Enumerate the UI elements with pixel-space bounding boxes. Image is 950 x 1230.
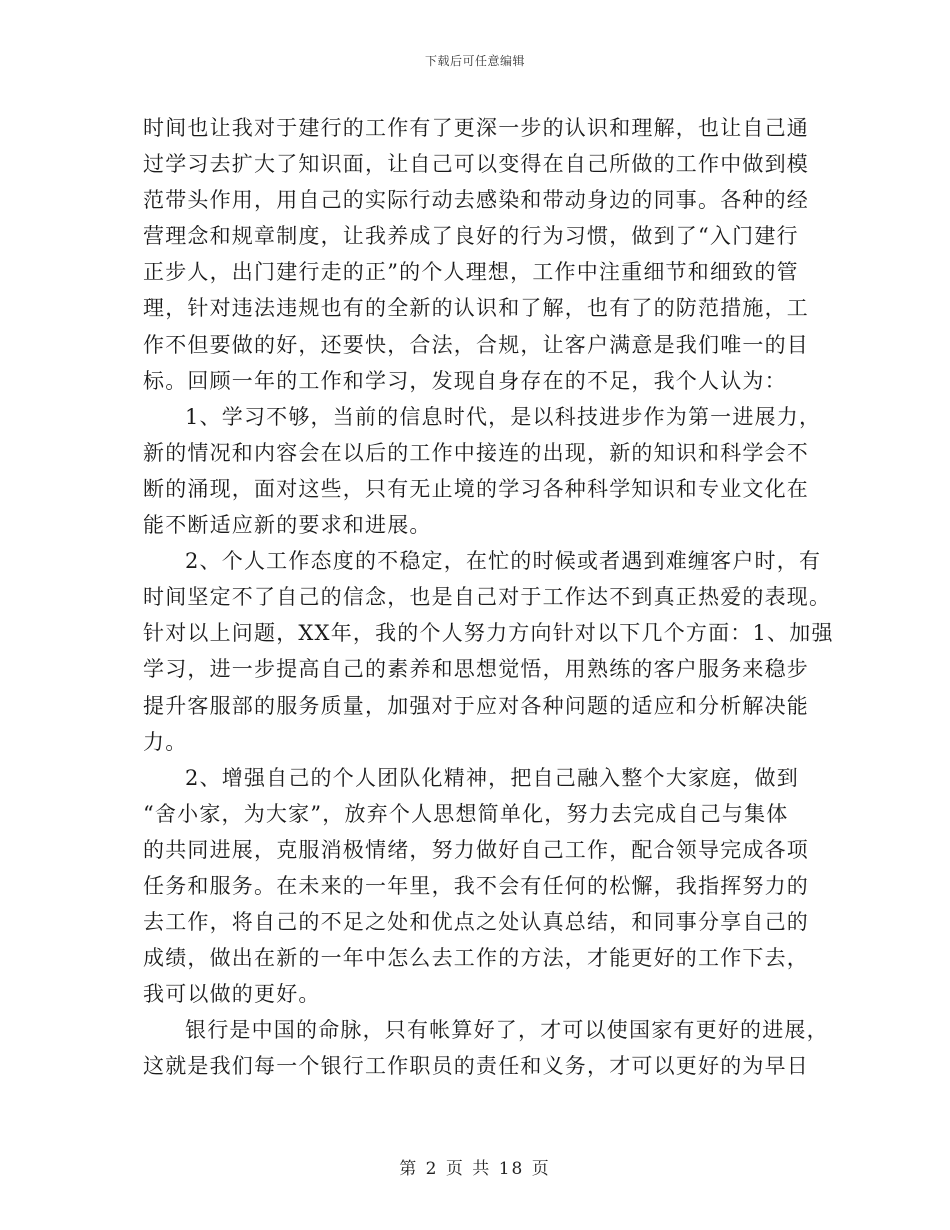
page-header: 下载后可任意编辑 bbox=[424, 54, 525, 68]
paragraph-start-line: 2、个人工作态度的不稳定，在忙的时候或者遇到难缠客户时，有 bbox=[185, 549, 822, 574]
text-line: 新的情况和内容会在以后的工作中接连的出现，新的知识和科学会不 bbox=[143, 440, 809, 465]
text-line: 我可以做的更好。 bbox=[143, 982, 321, 1007]
document-body bbox=[143, 110, 834, 1085]
text-line: “舍小家，为大家”，放弃个人思想简单化，努力去完成自己与集体 bbox=[143, 801, 789, 826]
text-line: 任务和服务。在未来的一年里，我不会有任何的松懈，我指挥努力的 bbox=[143, 873, 809, 898]
text-line: 时间也让我对于建行的工作有了更深一步的认识和理解，也让自己通 bbox=[143, 116, 809, 140]
text-line: 能不断适应新的要求和进展。 bbox=[143, 513, 432, 538]
text-line: 过学习去扩大了知识面，让自己可以变得在自己所做的工作中做到模 bbox=[143, 152, 809, 177]
text-line: 成绩，做出在新的一年中怎么去工作的方法，才能更好的工作下去， bbox=[143, 946, 809, 971]
paragraph-start-line: 1、学习不够，当前的信息时代，是以科技进步作为第一进展力， bbox=[185, 404, 822, 429]
text-line: 学习，进一步提高自己的素养和思想觉悟，用熟练的客户服务来稳步 bbox=[143, 657, 809, 682]
text-line: 正步人，出门建行走的正”的个人理想，工作中注重细节和细致的管 bbox=[143, 260, 799, 285]
text-line: 提升客服部的服务质量，加强对于应对各种问题的适应和分析解决能 bbox=[143, 693, 809, 718]
text-line: 力。 bbox=[143, 729, 188, 754]
paragraph-start-line: 银行是中国的命脉，只有帐算好了，才可以使国家有更好的进展， bbox=[185, 1018, 829, 1043]
text-line: 时间坚定不了自己的信念，也是自己对于工作达不到真正热爱的表现。 bbox=[143, 585, 832, 610]
text-line: 断的涌现，面对这些，只有无止境的学习各种科学知识和专业文化在 bbox=[143, 476, 809, 501]
text-line: 标。回顾一年的工作和学习，发现自身存在的不足，我个人认为： bbox=[143, 368, 787, 393]
text-line: 作不但要做的好，还要快，合法，合规，让客户满意是我们唯一的目 bbox=[143, 332, 809, 357]
text-line: 针对以上问题，XX年，我的个人努力方向针对以下几个方面：1、加强 bbox=[143, 621, 834, 646]
text-line: 这就是我们每一个银行工作职员的责任和义务，才可以更好的为早日 bbox=[143, 1054, 809, 1079]
paragraph-start-line: 2、增强自己的个人团队化精神，把自己融入整个大家庭，做到 bbox=[185, 765, 799, 790]
text-line: 营理念和规章制度，让我养成了良好的行为习惯，做到了“入门建行 bbox=[143, 224, 799, 249]
text-line: 理，针对违法违规也有的全新的认识和了解，也有了的防范措施，工 bbox=[143, 296, 809, 321]
text-line: 的共同进展，克服消极情绪，努力做好自己工作，配合领导完成各项 bbox=[143, 837, 809, 862]
text-line: 范带头作用，用自己的实际行动去感染和带动身边的同事。各种的经 bbox=[143, 188, 809, 213]
text-line: 去工作，将自己的不足之处和优点之处认真总结，和同事分享自己的 bbox=[143, 910, 809, 935]
page-number-footer: 第 2 页 共 18 页 bbox=[399, 1159, 551, 1179]
